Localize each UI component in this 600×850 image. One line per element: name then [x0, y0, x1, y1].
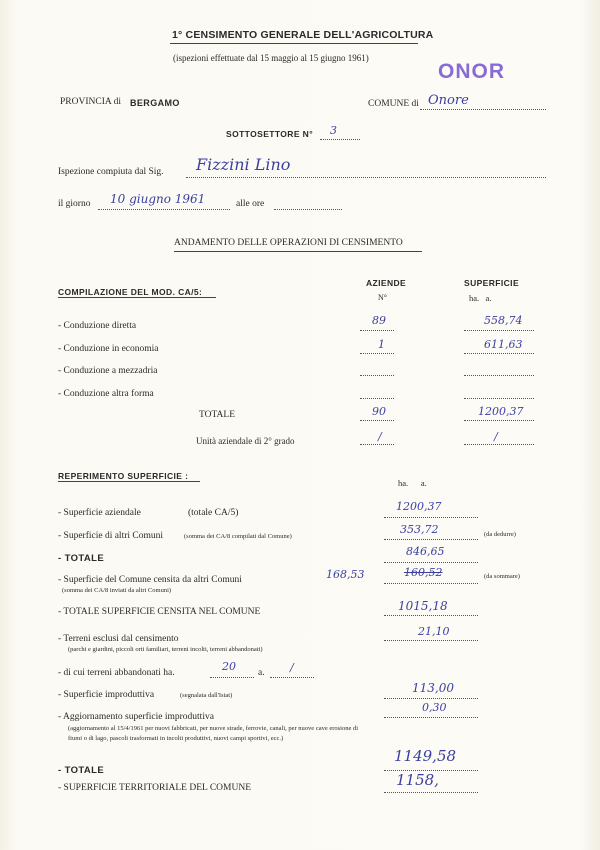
dotline	[360, 353, 394, 354]
row-conduzione-economia: - Conduzione in economia	[58, 344, 159, 354]
row-conduzione-diretta: - Conduzione diretta	[58, 321, 137, 331]
dotline	[464, 444, 534, 445]
rep-altri-value: 353,72	[400, 523, 439, 536]
col-superficie-sub: ha. a.	[469, 293, 492, 303]
col-aziende-sub: N°	[378, 293, 387, 302]
inspector-value: Fizzini Lino	[196, 155, 291, 174]
rep-totale2-label: - TOTALE	[58, 765, 105, 776]
rep-improduttiva-sub: (segnalata dall'Istat)	[180, 692, 233, 699]
diretta-aziende: 89	[372, 314, 386, 327]
rep-territoriale-label: - SUPERFICIE TERRITORIALE DEL COMUNE	[58, 783, 251, 793]
dotline	[384, 717, 478, 718]
rep-esclusi-value: 21,10	[418, 625, 450, 638]
time-label: alle ore	[236, 199, 265, 209]
dotline	[464, 375, 534, 376]
dotline	[384, 562, 478, 563]
rep-aziendale-label: - Superficie aziendale	[58, 508, 141, 518]
row-conduzione-altra: - Conduzione altra forma	[58, 389, 154, 399]
time-dotline	[274, 209, 342, 210]
compilazione-heading: COMPILAZIONE DEL MOD. CA/5:	[58, 287, 203, 297]
col-superficie-header: SUPERFICIE	[464, 278, 520, 288]
dotline	[384, 539, 478, 540]
dotline	[360, 398, 394, 399]
totale-superficie: 1200,37	[478, 405, 524, 418]
dotline	[384, 615, 478, 616]
provincia-value: BERGAMO	[130, 98, 180, 108]
rep-altri-sub: (somma dei CA/8 compilati dal Comune)	[184, 533, 292, 540]
section-title: ANDAMENTO DELLE OPERAZIONI DI CENSIMENTO	[174, 238, 403, 248]
inspector-label: Ispezione compiuta dal Sig.	[58, 167, 164, 177]
dotline	[384, 583, 478, 584]
section-title-underline	[174, 251, 422, 252]
sottosettore-dotline	[320, 139, 360, 140]
totale-label: TOTALE	[199, 410, 236, 420]
rep-aggiornamento-value: 0,30	[422, 701, 447, 714]
reperimento-heading: REPERIMENTO SUPERFICIE :	[58, 471, 189, 481]
col-aziende-header: AZIENDE	[366, 278, 407, 288]
dotline	[384, 517, 478, 518]
inspector-dotline	[186, 177, 546, 178]
rep-aziendale-sub: (totale CA/5)	[188, 508, 239, 518]
dotline	[360, 420, 394, 421]
dotline	[384, 640, 478, 641]
rep-altri-label: - Superficie di altri Comuni	[58, 531, 164, 541]
form-title: 1° CENSIMENTO GENERALE DELL'AGRICOLTURA	[172, 29, 434, 41]
dotline	[464, 330, 534, 331]
rep-censita-altri-label: - Superficie del Comune censita da altri Comuni	[58, 575, 242, 585]
unita-superficie: /	[494, 430, 498, 443]
totale-aziende: 90	[372, 405, 386, 418]
rep-esclusi-sub: (parchi e giardini, piccoli orti familiari, terreni incolti, terreni abbandonati)	[68, 646, 263, 653]
rep-abbandonati-ha: 20	[222, 660, 236, 673]
dotline	[464, 353, 534, 354]
day-value: 10 giugno 1961	[110, 192, 206, 206]
rep-abbandonati-a: /	[290, 661, 294, 674]
dotline	[360, 444, 394, 445]
rep-totale1-value: 846,65	[406, 545, 445, 558]
rep-aggiornamento-label: - Aggiornamento superficie improduttiva	[58, 712, 214, 722]
comune-dotline	[420, 109, 546, 110]
dotline	[464, 398, 534, 399]
rep-improduttiva-label: - Superficie improduttiva	[58, 690, 155, 700]
unita-label: Unità aziendale di 2° grado	[196, 436, 295, 446]
sottosettore-value: 3	[330, 124, 337, 137]
rep-totale-censita-value: 1015,18	[398, 599, 448, 613]
dotline	[360, 375, 394, 376]
unita-aziende: /	[378, 430, 382, 443]
dotline	[384, 792, 478, 793]
rep-aziendale-value: 1200,37	[396, 500, 442, 513]
rep-censita-altri-value: 168,53	[326, 568, 365, 581]
dotline	[210, 677, 254, 678]
sottosettore-label: SOTTOSETTORE N°	[226, 129, 314, 139]
dotline	[360, 330, 394, 331]
reperimento-units: ha. a.	[398, 478, 427, 488]
rep-totale-censita-label: - TOTALE SUPERFICIE CENSITA NEL COMUNE	[58, 607, 261, 617]
comune-label: COMUNE di	[368, 99, 419, 109]
rep-territoriale-value: 1158,	[396, 771, 439, 789]
day-dotline	[98, 209, 230, 210]
title-underline	[170, 43, 418, 44]
rep-abbandonati-a-label: a.	[258, 668, 265, 678]
provincia-label: PROVINCIA di	[60, 97, 121, 107]
rep-struck-value: 160,52	[404, 566, 443, 579]
dotline	[270, 677, 314, 678]
economia-superficie: 611,63	[484, 338, 523, 351]
rep-altri-note: (da dedurre)	[484, 531, 516, 538]
form-subtitle: (ispezioni effettuate dal 15 maggio al 15 giugno 1961)	[173, 53, 369, 63]
rep-improduttiva-value: 113,00	[412, 681, 454, 695]
comune-value: Onore	[428, 93, 469, 108]
rep-censita-altri-note: (da sommare)	[484, 573, 520, 580]
rep-totale2-value: 1149,58	[394, 747, 457, 765]
onor-stamp: ONOR	[438, 60, 505, 83]
rep-esclusi-label: - Terreni esclusi dal censimento	[58, 634, 179, 644]
row-conduzione-mezzadria: - Conduzione a mezzadria	[58, 366, 158, 376]
dotline	[384, 698, 478, 699]
rep-totale1-label: - TOTALE	[58, 553, 105, 564]
day-label: il giorno	[58, 199, 91, 209]
compilazione-underline	[58, 297, 216, 298]
dotline	[464, 420, 534, 421]
economia-aziende: 1	[378, 338, 385, 351]
reperimento-underline	[58, 481, 200, 482]
rep-censita-altri-sub: (somma dei CA/8 inviati da altri Comuni)	[62, 587, 172, 594]
rep-aggiornamento-sub: (aggiornamento al 15/4/1961 per nuovi fabbricati, per nuove strade, ferrovie, canali, per nuove cave erosione di fiumi o di lago, pascoli trasformati in incolti produttivi, nuovi campi sportivi, ecc.)	[68, 725, 359, 742]
diretta-superficie: 558,74	[484, 314, 523, 327]
rep-abbandonati-label: - di cui terreni abbandonati ha.	[58, 668, 175, 678]
